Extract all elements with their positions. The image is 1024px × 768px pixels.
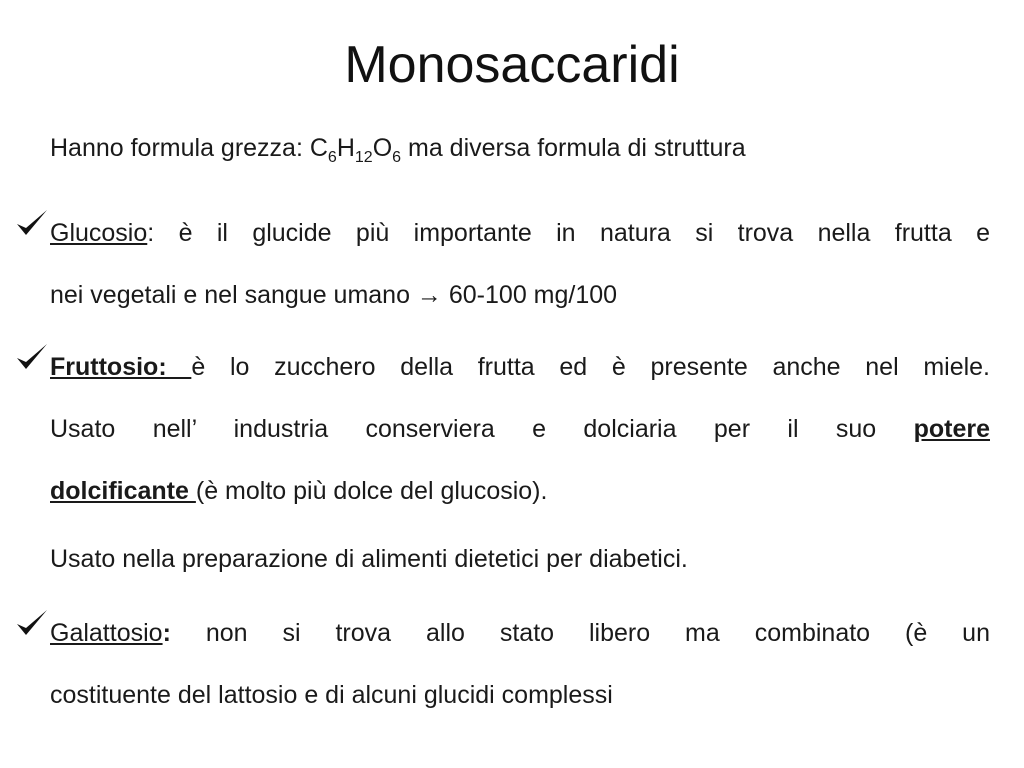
fruttosio-text-1: è lo zucchero della frutta ed è presente anche nel miele. [191, 353, 991, 381]
glucosio-term: Glucosio [50, 219, 148, 247]
page-title: Monosaccaridi [344, 36, 680, 94]
galattosio-colon: : [162, 619, 171, 647]
formula-c-sub: 6 [327, 149, 337, 166]
list-item-galattosio [14, 602, 990, 726]
fruttosio-text-3: (è molto più dolce del glucosio). [195, 477, 548, 505]
fruttosio-text-2: Usato nell’ industria conserviera e dolciaria per il suo [50, 415, 914, 443]
formula-h: H [336, 134, 355, 162]
galattosio-text-1: non si trova allo stato libero ma combinato (è un [170, 619, 990, 647]
galattosio-line-1 [50, 602, 990, 664]
usato-text: Usato nella preparazione di alimenti dietetici per diabetici. [50, 545, 688, 573]
glucosio-line-1 [50, 202, 990, 264]
fruttosio-bold-dolcificante: dolcificante [50, 477, 196, 505]
formula-o-sub: 6 [392, 149, 402, 166]
galattosio-line-2: costituente del lattosio e di alcuni glucidi complessi [50, 681, 613, 709]
formula-h-sub: 12 [354, 149, 373, 166]
check-mark-icon [14, 207, 50, 239]
fruttosio-term: Fruttosio: [50, 353, 192, 381]
fruttosio-line-3 [50, 460, 990, 522]
list-item-fruttosio [14, 336, 990, 522]
fruttosio-bold-potere: potere [913, 415, 990, 443]
formula-prefix: Hanno formula grezza: [50, 134, 310, 162]
formula-o: O [372, 134, 393, 162]
fruttosio-line-2 [50, 398, 990, 460]
glucosio-text-1: : è il glucide più importante in natura si trova nella frutta e [147, 219, 990, 247]
list-item-glucosio [14, 202, 990, 326]
glucosio-line-2: nei vegetali e nel sangue umano → 60-100 mg/100 [50, 281, 618, 309]
formula-c: C [309, 134, 328, 162]
formula-line [50, 128, 746, 178]
fruttosio-line-1 [50, 336, 990, 398]
galattosio-term: Galattosio [50, 619, 163, 647]
formula-suffix: ma diversa formula di struttura [401, 134, 746, 162]
check-mark-icon [14, 607, 50, 639]
check-mark-icon [14, 341, 50, 373]
